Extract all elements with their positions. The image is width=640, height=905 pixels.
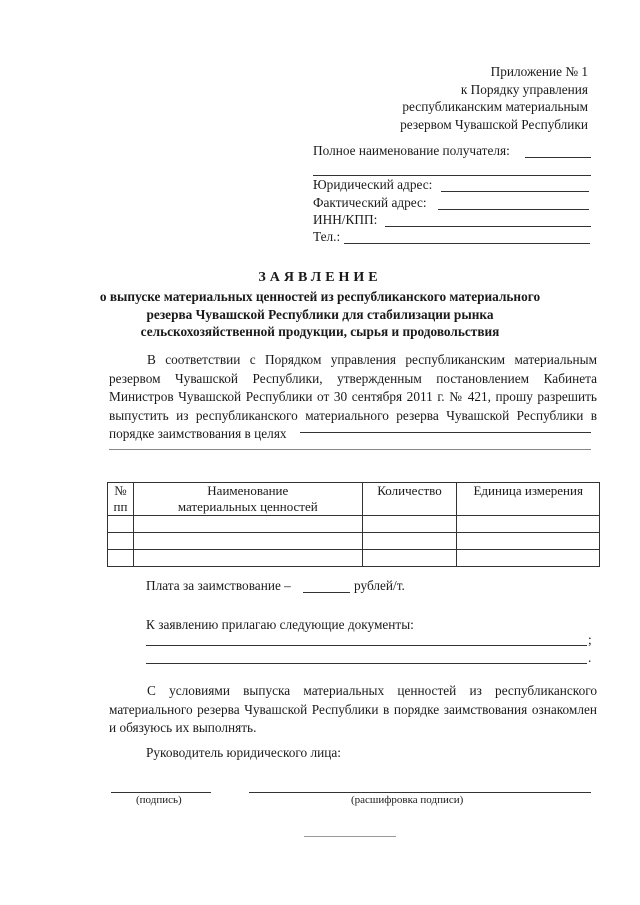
appendix-line: резервом Чувашской Республики (400, 116, 588, 132)
table-cell[interactable] (457, 533, 600, 550)
decoding-caption: (расшифровка подписи) (351, 794, 464, 806)
phone-label: Тел.: (313, 229, 341, 244)
full-name-label: Полное наименование получателя: (313, 143, 510, 158)
appendix-line: к Порядку управления (460, 81, 588, 97)
column-header-name: Наименование материальных ценностей (133, 483, 362, 516)
table-cell[interactable] (362, 516, 457, 533)
documents-field-1[interactable] (146, 645, 587, 646)
table-row (108, 533, 600, 550)
conditions-text: С условиями выпуска материальных ценностей из республиканского материального резерва Чувашской Республики в порядке заимствования ознакомлен и обязуюсь их выполнять. (109, 683, 597, 735)
inn-label: ИНН/КПП: (313, 212, 378, 227)
phone-field[interactable] (344, 243, 590, 244)
legal-address-label: Юридический адрес: (313, 177, 433, 192)
table-cell[interactable] (362, 533, 457, 550)
table-cell[interactable] (133, 550, 362, 567)
table-header-row (108, 483, 600, 516)
actual-address-label: Фактический адрес: (313, 195, 427, 210)
documents-label: К заявлению прилагаю следующие документы: (146, 617, 414, 632)
full-name-field[interactable] (525, 157, 591, 158)
table-cell[interactable] (108, 516, 134, 533)
signature-field[interactable] (111, 792, 211, 793)
table-cell[interactable] (108, 533, 134, 550)
fee-prefix: Плата за заимствование – (146, 578, 291, 593)
document-title: ЗАЯВЛЕНИЕ (258, 270, 382, 285)
fee-suffix: рублей/т. (354, 578, 405, 593)
actual-address-field[interactable] (438, 209, 589, 210)
table-cell[interactable] (362, 550, 457, 567)
request-text: В соответствии с Порядком управления республиканским материальным резервом Чувашской Республики, утвержденным постановлением Кабинета Министров Чувашской Республики от 30 сентября 2011 г. № 421, прошу разрешить выпустить из республиканского материального резерва Чувашской Республики в порядке заимствования в целях (109, 352, 597, 441)
table-cell[interactable] (457, 550, 600, 567)
materials-table (107, 482, 600, 567)
documents-line-end: . (588, 650, 592, 665)
legal-address-field[interactable] (441, 191, 589, 192)
appendix-line: Приложение № 1 (490, 64, 588, 79)
purpose-field-continuation[interactable] (109, 449, 591, 450)
column-header-number: № пп (108, 483, 134, 516)
appendix-reference (400, 63, 588, 133)
documents-field-2[interactable] (146, 663, 587, 664)
column-header-quantity: Количество (362, 483, 457, 516)
table-cell[interactable] (108, 550, 134, 567)
table-cell[interactable] (133, 516, 362, 533)
table-row (108, 550, 600, 567)
table-cell[interactable] (457, 516, 600, 533)
fee-amount-field[interactable] (303, 592, 350, 593)
column-header-unit: Единица измерения (457, 483, 600, 516)
head-label: Руководитель юридического лица: (146, 745, 341, 760)
request-paragraph (109, 351, 597, 444)
table-cell[interactable] (133, 533, 362, 550)
full-name-field-continuation[interactable] (313, 175, 591, 176)
signature-caption: (подпись) (136, 794, 182, 806)
decoding-field[interactable] (249, 792, 591, 793)
documents-line-end: ; (588, 632, 592, 647)
purpose-field[interactable] (300, 432, 591, 433)
appendix-line: республиканским материальным (402, 99, 588, 114)
table-row (108, 516, 600, 533)
conditions-paragraph (109, 682, 597, 738)
footer-divider (304, 836, 396, 837)
document-subtitle: о выпуске материальных ценностей из республиканского материального резерва Чувашской Республики для стабилизации рынка сельскохозяйственной продукции, сырья и продовольствия (99, 289, 541, 339)
inn-field[interactable] (385, 226, 591, 227)
